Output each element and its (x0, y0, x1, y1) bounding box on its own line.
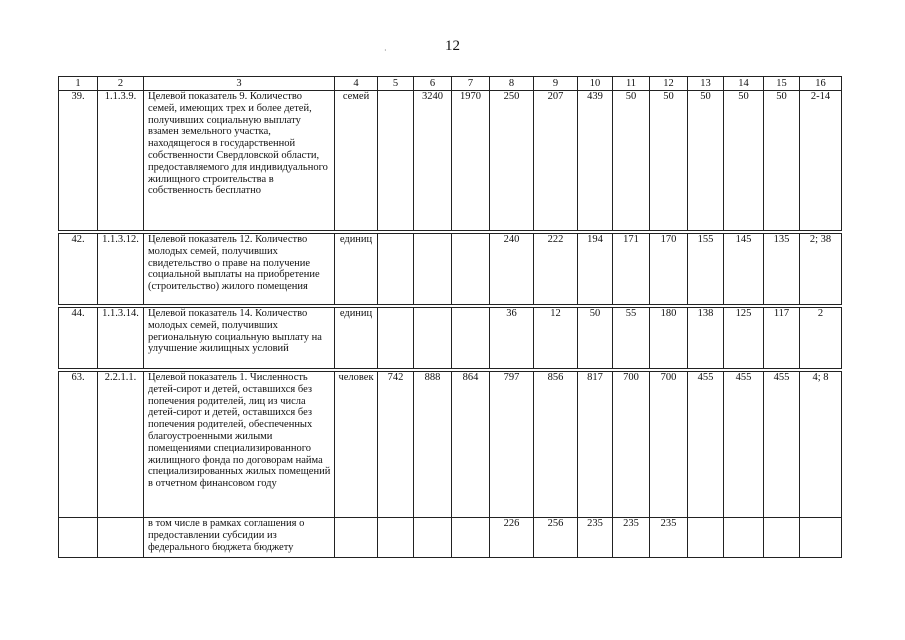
value-cell: 700 (613, 372, 650, 518)
value-cell: 155 (688, 234, 724, 305)
value-cell: 250 (490, 91, 534, 231)
value-cell: 125 (724, 308, 764, 369)
source-cell: 2-14 (800, 91, 842, 231)
value-cell: 3240 (414, 91, 452, 231)
header-cell: 15 (764, 77, 800, 91)
table-row (59, 234, 842, 305)
header-cell: 14 (724, 77, 764, 91)
header-cell: 11 (613, 77, 650, 91)
value-cell: 55 (613, 308, 650, 369)
value-cell: 50 (613, 91, 650, 231)
header-cell: 3 (144, 77, 335, 91)
indicator-text: Целевой показатель 9. Количество семей, имеющих трех и более детей, получивших социальную выплату взамен земельного участка, находящегося в государственной собственности Свердловской области, предоставляемого для индивидуального жилищного строительства в собственность бесплатно (144, 91, 335, 231)
row-code: 1.1.3.14. (98, 308, 144, 369)
value-cell: 50 (724, 91, 764, 231)
value-cell: 12 (534, 308, 578, 369)
table-row (59, 308, 842, 369)
empty-cell (724, 518, 764, 558)
value-cell: 50 (764, 91, 800, 231)
value-cell (452, 308, 490, 369)
indicator-table (58, 76, 842, 558)
value-cell: 50 (578, 308, 613, 369)
row-code: 1.1.3.12. (98, 234, 144, 305)
table-row (59, 91, 842, 231)
scan-speck: · (384, 46, 387, 55)
page-number: 12 (445, 38, 460, 54)
indicator-text: Целевой показатель 1. Численность детей-сирот и детей, оставшихся без попечения родителей, лиц из числа детей-сирот и детей, оставшихся без попечения родителей, обеспеченных благоустроенными жилыми помещениями специализированного жилищного фонда по договорам найма специализированных жилых помещений в отчетном финансовом году (144, 372, 335, 518)
value-cell: 439 (578, 91, 613, 231)
header-cell: 4 (335, 77, 378, 91)
empty-cell (378, 518, 414, 558)
indicator-text: Целевой показатель 12. Количество молодых семей, получивших свидетельство о праве на получение социальной выплаты на приобретение (строительство) жилого помещения (144, 234, 335, 305)
source-cell: 2 (800, 308, 842, 369)
value-cell: 797 (490, 372, 534, 518)
value-cell: 455 (764, 372, 800, 518)
subrow-indicator-text: в том числе в рамках соглашения о предоставлении субсидии из федерального бюджета бюджету (144, 518, 335, 558)
value-cell (414, 308, 452, 369)
value-cell: 742 (378, 372, 414, 518)
value-cell: 135 (764, 234, 800, 305)
value-cell: 207 (534, 91, 578, 231)
value-cell: 138 (688, 308, 724, 369)
value-cell: 117 (764, 308, 800, 369)
table-subrow (59, 518, 842, 558)
value-cell: 235 (650, 518, 688, 558)
value-cell (378, 91, 414, 231)
row-code: 1.1.3.9. (98, 91, 144, 231)
header-cell: 16 (800, 77, 842, 91)
row-code: 2.2.1.1. (98, 372, 144, 518)
empty-cell (688, 518, 724, 558)
value-cell (378, 234, 414, 305)
unit-cell: единиц (335, 308, 378, 369)
row-number: 39. (59, 91, 98, 231)
value-cell (414, 234, 452, 305)
value-cell: 235 (613, 518, 650, 558)
value-cell: 170 (650, 234, 688, 305)
empty-cell (764, 518, 800, 558)
value-cell: 1970 (452, 91, 490, 231)
table-header-row (59, 77, 842, 91)
header-cell: 10 (578, 77, 613, 91)
source-cell: 2; 38 (800, 234, 842, 305)
value-cell: 36 (490, 308, 534, 369)
table-row (59, 372, 842, 518)
empty-cell (414, 518, 452, 558)
value-cell: 180 (650, 308, 688, 369)
row-number: 63. (59, 372, 98, 518)
value-cell: 50 (688, 91, 724, 231)
value-cell: 455 (688, 372, 724, 518)
empty-cell (800, 518, 842, 558)
value-cell: 222 (534, 234, 578, 305)
unit-cell: человек (335, 372, 378, 518)
header-cell: 7 (452, 77, 490, 91)
value-cell (452, 234, 490, 305)
value-cell: 226 (490, 518, 534, 558)
empty-cell (59, 518, 98, 558)
value-cell: 194 (578, 234, 613, 305)
source-cell: 4; 8 (800, 372, 842, 518)
value-cell: 888 (414, 372, 452, 518)
value-cell (378, 308, 414, 369)
empty-cell (98, 518, 144, 558)
value-cell: 240 (490, 234, 534, 305)
value-cell: 455 (724, 372, 764, 518)
header-cell: 1 (59, 77, 98, 91)
header-cell: 12 (650, 77, 688, 91)
header-cell: 13 (688, 77, 724, 91)
indicator-text: Целевой показатель 14. Количество молодых семей, получивших региональную социальную выплату на улучшение жилищных условий (144, 308, 335, 369)
empty-cell (452, 518, 490, 558)
header-cell: 8 (490, 77, 534, 91)
value-cell: 171 (613, 234, 650, 305)
empty-cell (335, 518, 378, 558)
unit-cell: семей (335, 91, 378, 231)
value-cell: 700 (650, 372, 688, 518)
value-cell: 864 (452, 372, 490, 518)
row-number: 44. (59, 308, 98, 369)
unit-cell: единиц (335, 234, 378, 305)
value-cell: 235 (578, 518, 613, 558)
header-cell: 9 (534, 77, 578, 91)
header-cell: 6 (414, 77, 452, 91)
value-cell: 856 (534, 372, 578, 518)
value-cell: 256 (534, 518, 578, 558)
value-cell: 50 (650, 91, 688, 231)
row-number: 42. (59, 234, 98, 305)
header-cell: 2 (98, 77, 144, 91)
value-cell: 145 (724, 234, 764, 305)
value-cell: 817 (578, 372, 613, 518)
header-cell: 5 (378, 77, 414, 91)
